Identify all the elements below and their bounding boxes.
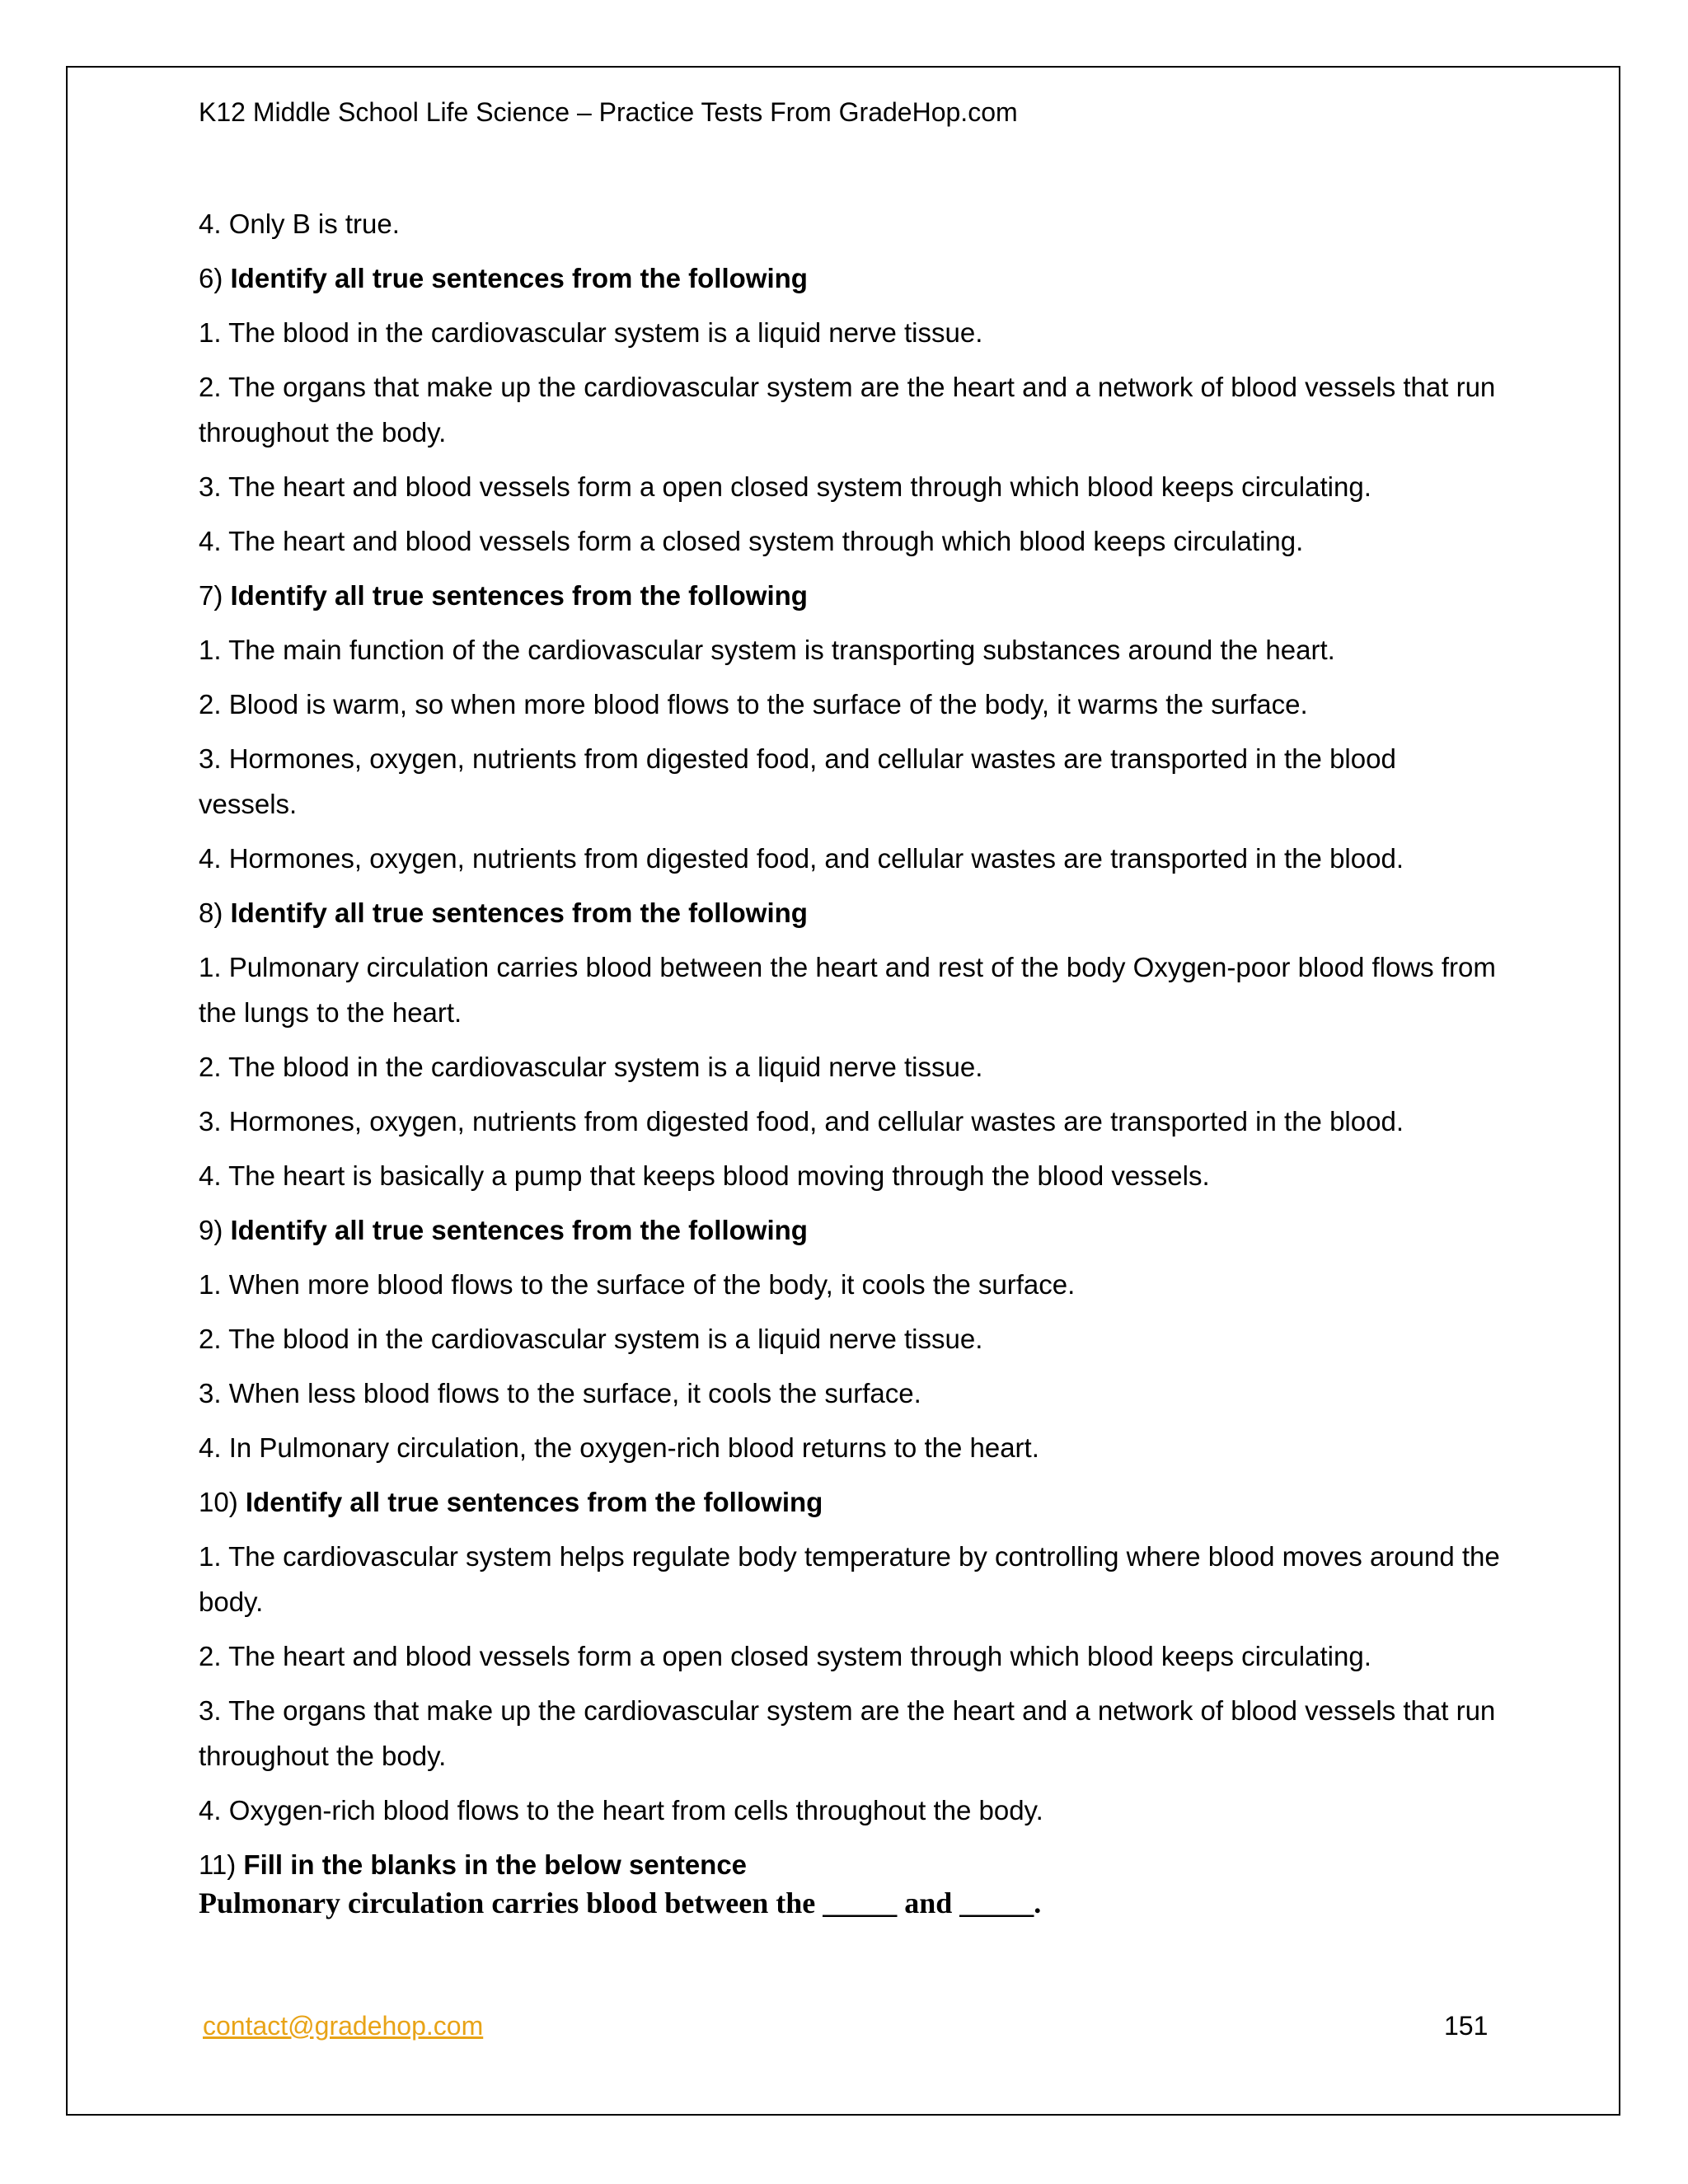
option: 2. The organs that make up the cardiovascular system are the heart and a network of blood vessels that run throughout the body. <box>199 372 1496 448</box>
option: 2. Blood is warm, so when more blood flows to the surface of the body, it warms the surface. <box>199 689 1308 719</box>
option: 3. The heart and blood vessels form a open closed system through which blood keeps circulating. <box>199 471 1372 502</box>
page-header: K12 Middle School Life Science – Practice Tests From GradeHop.com <box>199 97 1018 127</box>
option: 3. When less blood flows to the surface, it cools the surface. <box>199 1378 921 1408</box>
document-body <box>199 201 1501 1924</box>
question-prompt: Fill in the blanks in the below sentence <box>243 1849 748 1880</box>
question-prompt: Identify all true sentences from the following <box>245 1487 823 1517</box>
question-number: 10) <box>199 1487 238 1517</box>
option: 2. The heart and blood vessels form a open closed system through which blood keeps circulating. <box>199 1641 1372 1671</box>
option: 1. When more blood flows to the surface of the body, it cools the surface. <box>199 1269 1076 1300</box>
option: 4. The heart and blood vessels form a closed system through which blood keeps circulating. <box>199 526 1304 556</box>
fill-in-blank-sentence: Pulmonary circulation carries blood between the _____ and _____. <box>199 1886 1042 1919</box>
question-11-heading <box>199 1842 1501 1887</box>
question-prompt: Identify all true sentences from the following <box>230 898 808 928</box>
question-8-heading <box>199 890 1501 935</box>
option: 3. The organs that make up the cardiovascular system are the heart and a network of blood vessels that run throughout the body. <box>199 1695 1496 1771</box>
intro-line: 4. Only B is true. <box>199 209 400 239</box>
question-prompt: Identify all true sentences from the following <box>230 1215 808 1245</box>
option: 1. Pulmonary circulation carries blood between the heart and rest of the body Oxygen-poor blood flows from the lungs to the heart. <box>199 952 1496 1028</box>
question-number: 6) <box>199 263 223 293</box>
question-number: 7) <box>199 580 223 611</box>
page-number: 151 <box>1444 2011 1489 2041</box>
question-prompt: Identify all true sentences from the following <box>230 263 808 293</box>
question-number: 11) <box>199 1849 237 1880</box>
option: 1. The blood in the cardiovascular system is a liquid nerve tissue. <box>199 317 983 348</box>
option: 3. Hormones, oxygen, nutrients from digested food, and cellular wastes are transported in the blood. <box>199 1106 1404 1137</box>
option: 4. Oxygen-rich blood flows to the heart from cells throughout the body. <box>199 1795 1043 1825</box>
option: 2. The blood in the cardiovascular system is a liquid nerve tissue. <box>199 1324 983 1354</box>
question-6-heading <box>199 255 1501 301</box>
option: 4. Hormones, oxygen, nutrients from digested food, and cellular wastes are transported in the blood. <box>199 843 1404 874</box>
question-prompt: Identify all true sentences from the following <box>230 580 808 611</box>
option: 3. Hormones, oxygen, nutrients from digested food, and cellular wastes are transported in the blood vessels. <box>199 743 1396 819</box>
option: 1. The cardiovascular system helps regulate body temperature by controlling where blood moves around the body. <box>199 1541 1500 1617</box>
contact-email-link[interactable]: contact@gradehop.com <box>203 2011 484 2041</box>
question-9-heading <box>199 1207 1501 1253</box>
option: 2. The blood in the cardiovascular system is a liquid nerve tissue. <box>199 1052 983 1082</box>
question-number: 9) <box>199 1215 223 1245</box>
question-number: 8) <box>199 898 223 928</box>
question-10-heading <box>199 1479 1501 1525</box>
option: 4. The heart is basically a pump that keeps blood moving through the blood vessels. <box>199 1160 1210 1191</box>
question-7-heading <box>199 573 1501 618</box>
option: 1. The main function of the cardiovascular system is transporting substances around the heart. <box>199 635 1335 665</box>
option: 4. In Pulmonary circulation, the oxygen-rich blood returns to the heart. <box>199 1432 1039 1463</box>
